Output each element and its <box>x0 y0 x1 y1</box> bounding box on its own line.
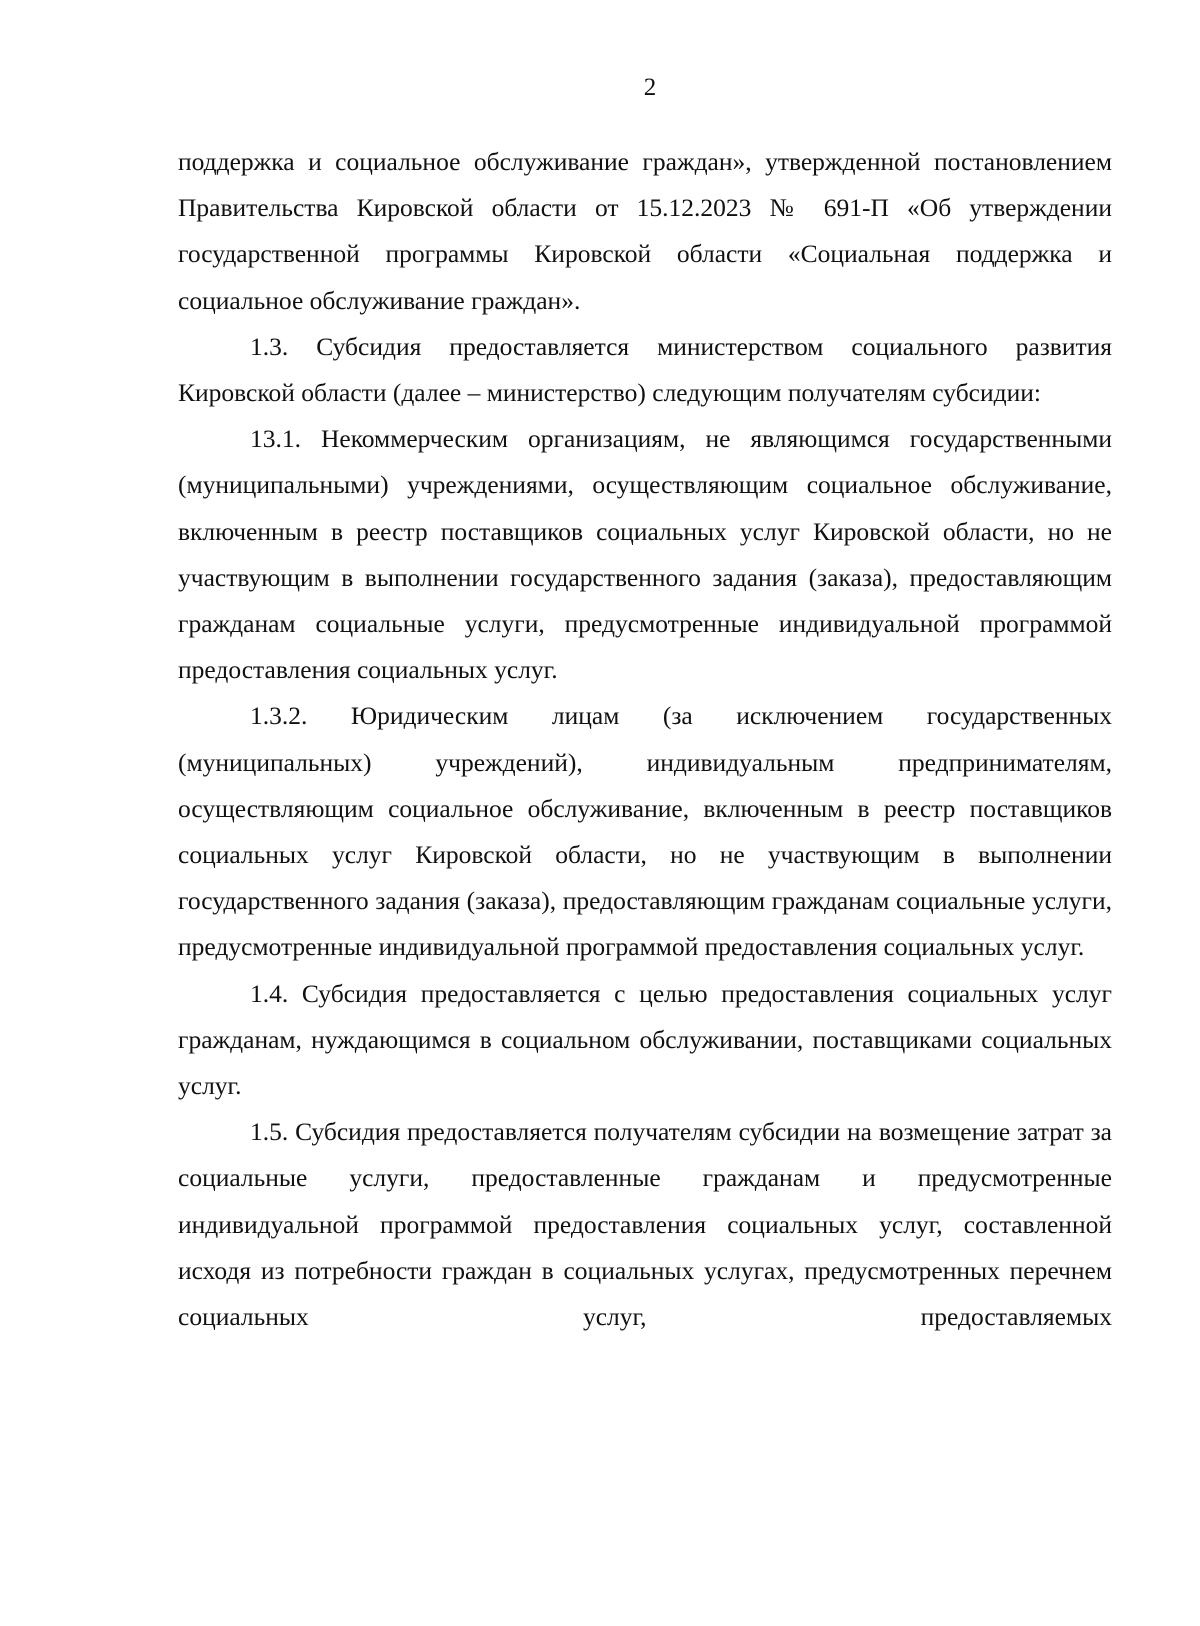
paragraph-1-3-2: 1.3.2. Юридическим лицам (за исключением государственных (муниципальных) учреждений), индивидуальным предпринимателям, осуществляющим социальное обслуживание, включенным в реестр поставщиков социальных услуг Кировской области, но не участвующим в выполнении государственного задания (заказа), предоставляющим гражданам социальные услуги, предусмотренные индивидуальной программой предоставления социальных услуг. <box>178 701 1112 962</box>
page-number: 2 <box>643 74 657 101</box>
paragraph-1-5: 1.5. Субсидия предоставляется получателям субсидии на возмещение затрат за социальные услуги, предоставленные гражданам и предусмотренные индивидуальной программой предоставления социальных услуг, составленной исходя из потребности граждан в социальных услугах, предусмотренных перечнем социальных услуг, предоставляемых <box>178 1117 1112 1332</box>
paragraph-1-3: 1.3. Субсидия предоставляется министерством социального развития Кировской области (далее – министерство) следующим получателям субсидии: <box>178 331 1112 408</box>
paragraph-1-4: 1.4. Субсидия предоставляется с целью предоставления социальных услуг гражданам, нуждающимся в социальном обслуживании, поставщиками социальных услуг. <box>178 978 1112 1101</box>
paragraph-1-3-intro-continuation: поддержка и социальное обслуживание граждан», утвержденной постановлением Правительства Кировской области от 15.12.2023 № 691-П «Об утверждении государственной программы Кировской области «Социальная поддержка и социальное обслуживание граждан». <box>178 147 1112 315</box>
document-body <box>178 139 1112 1340</box>
paragraph-1-3-1: 13.1. Некоммерческим организациям, не являющимся государственными (муниципальными) учреждениями, осуществляющим социальное обслуживание, включенным в реестр поставщиков социальных услуг Кировской области, но не участвующим в выполнении государственного задания (заказа), предоставляющим гражданам социальные услуги, предусмотренные индивидуальной программой предоставления социальных услуг. <box>178 424 1112 685</box>
